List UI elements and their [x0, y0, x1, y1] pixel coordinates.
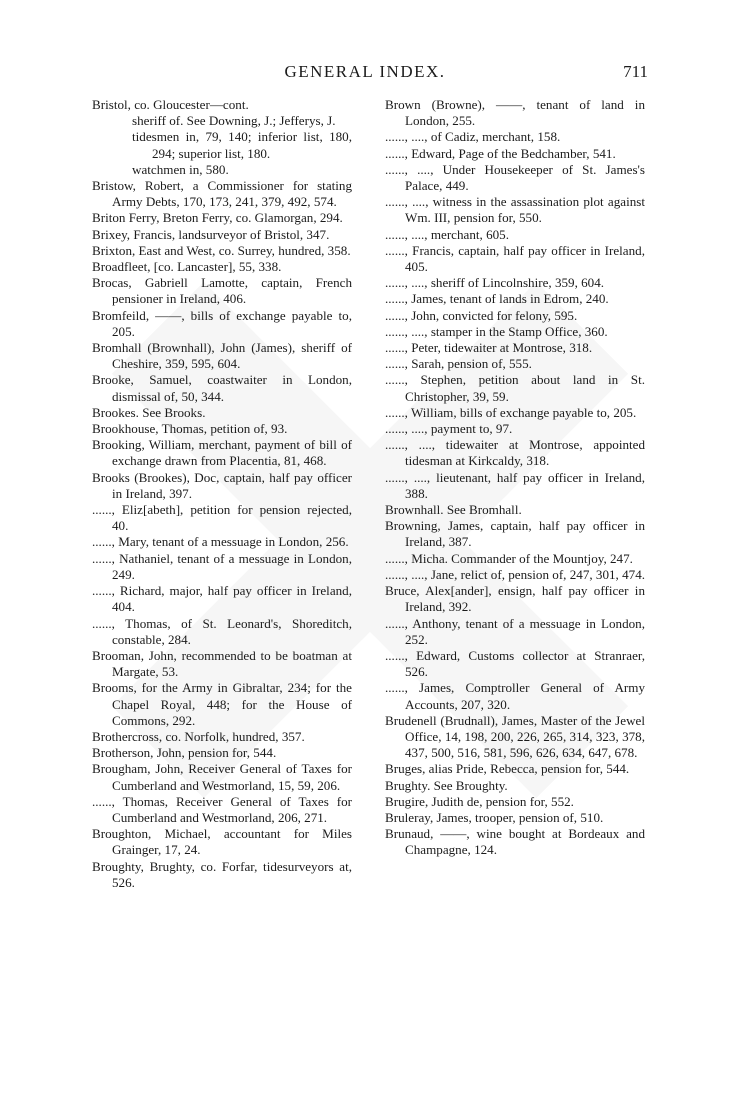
index-entry: ......, Eliz[abeth], petition for pension rejected, 40. — [92, 502, 352, 534]
index-entry: Bruges, alias Pride, Rebecca, pension for, 544. — [385, 761, 630, 777]
index-entry: ......, ...., Jane, relict of, pension of, 247, 301, 474. — [385, 566, 646, 582]
index-entry: Brooman, John, recommended to be boatman at Margate, 53. — [92, 647, 352, 680]
index-entry: Bromhall (Brownhall), John (James), sheriff of Cheshire, 359, 595, 604. — [92, 340, 352, 372]
index-entry: Brothercross, co. Norfolk, hundred, 357. — [92, 728, 305, 744]
index-entry: Brocas, Gabriell Lamotte, captain, French pensioner in Ireland, 406. — [92, 275, 352, 307]
page-header — [0, 62, 730, 86]
index-entry: Brotherson, John, pension for, 544. — [92, 745, 277, 761]
index-entry: Brown (Browne), ——, tenant of land in London, 255. — [385, 97, 645, 129]
index-entry: ......, Edward, Page of the Bedchamber, 541. — [385, 145, 616, 161]
index-entry: ......, ...., tidewaiter at Montrose, appointed tidesman at Kirkcaldy, 318. — [385, 437, 645, 469]
index-entry: Brudenell (Brudnall), James, Master of the Jewel Office, 14, 198, 200, 226, 265, 314, 323, 378, 437, 500, 516, 581, 596, 626, 634, 647, 678. — [385, 712, 645, 761]
index-entry: Brugire, Judith de, pension for, 552. — [385, 793, 574, 809]
index-entry: Browning, James, captain, half pay officer in Ireland, 387. — [385, 518, 645, 550]
index-entry: Bromfeild, ——, bills of exchange payable to, 205. — [92, 307, 352, 339]
index-column-left — [92, 97, 352, 891]
index-entry: Bruce, Alex[ander], ensign, half pay officer in Ireland, 392. — [385, 583, 645, 615]
index-entry: ......, John, convicted for felony, 595. — [385, 307, 578, 323]
index-entry: Brookes. See Brooks. — [92, 404, 206, 420]
index-entry: Brooking, William, merchant, payment of bill of exchange drawn from Placentia, 81, 468. — [92, 437, 352, 469]
index-subentry: watchmen in, 580. — [132, 161, 229, 177]
index-entry: ......, James, Comptroller General of Army Accounts, 207, 320. — [385, 680, 645, 712]
index-entry: ......, Peter, tidewaiter at Montrose, 318. — [385, 340, 593, 356]
index-subentry: tidesmen in, 79, 140; inferior list, 180, 294; superior list, 180. — [132, 129, 352, 161]
index-entry: ......, Francis, captain, half pay officer in Ireland, 405. — [385, 242, 645, 275]
index-entry: ......, Stephen, petition about land in St. Christopher, 39, 59. — [385, 372, 645, 404]
index-entry: ......, James, tenant of lands in Edrom, 240. — [385, 291, 609, 307]
index-entry: Bristol, co. Gloucester—cont. — [92, 97, 249, 112]
index-entry: ......, ...., witness in the assassination plot against Wm. III, pension for, 550. — [385, 194, 645, 226]
index-entry: ......, Anthony, tenant of a messuage in London, 252. — [385, 615, 645, 647]
index-entry: Broadfleet, [co. Lancaster], 55, 338. — [92, 259, 282, 275]
index-entry: Brooks (Brookes), Doc, captain, half pay officer in Ireland, 397. — [92, 469, 352, 501]
index-entry: ......, William, bills of exchange payable to, 205. — [385, 404, 637, 420]
index-entry: Broughton, Michael, accountant for Miles Grainger, 17, 24. — [92, 826, 352, 858]
page-number: 711 — [623, 62, 648, 81]
index-entry: ......, Edward, Customs collector at Stranraer, 526. — [385, 647, 645, 680]
index-entry: Bruleray, James, trooper, pension of, 510. — [385, 809, 604, 825]
index-entry: ......, ...., merchant, 605. — [385, 226, 510, 242]
index-entry: ......, ...., sheriff of Lincolnshire, 359, 604. — [385, 275, 605, 291]
index-entry: ......, ...., lieutenant, half pay officer in Ireland, 388. — [385, 469, 645, 501]
index-entry: ......, Thomas, Receiver General of Taxes for Cumberland and Westmorland, 206, 271. — [92, 793, 352, 825]
index-entry: ......, Sarah, pension of, 555. — [385, 356, 532, 372]
page-title: GENERAL INDEX. — [284, 62, 446, 81]
index-entry: Brookhouse, Thomas, petition of, 93. — [92, 421, 288, 437]
index-entry: Brixey, Francis, landsurveyor of Bristol, 347. — [92, 226, 330, 242]
index-entry: Brunaud, ——, wine bought at Bordeaux and Champagne, 124. — [385, 826, 645, 858]
index-entry: Brughty. See Broughty. — [385, 777, 508, 793]
index-subentry: sheriff of. See Downing, J.; Jefferys, J. — [132, 113, 336, 129]
index-entry: Bristow, Robert, a Commissioner for stating Army Debts, 170, 173, 241, 379, 492, 574. — [92, 178, 352, 210]
index-entry: ......, Nathaniel, tenant of a messuage in London, 249. — [92, 550, 352, 582]
index-entry: ......, Mary, tenant of a messuage in London, 256. — [92, 534, 349, 550]
index-entry: Briton Ferry, Breton Ferry, co. Glamorgan, 294. — [92, 210, 343, 226]
index-entry: ......, Richard, major, half pay officer in Ireland, 404. — [92, 583, 352, 615]
index-entry: ......, ...., stamper in the Stamp Office, 360. — [385, 323, 608, 339]
index-entry: Brooke, Samuel, coastwaiter in London, dismissal of, 50, 344. — [92, 372, 352, 404]
index-column-right — [385, 97, 645, 859]
index-entry: ......, ...., of Cadiz, merchant, 158. — [385, 129, 561, 145]
index-entry: Broughty, Brughty, co. Forfar, tidesurveyors at, 526. — [92, 858, 352, 890]
index-entry: ......, Thomas, of St. Leonard's, Shoreditch, constable, 284. — [92, 615, 352, 647]
index-entry: Brooms, for the Army in Gibraltar, 234; for the Chapel Royal, 448; for the House of Commons, 292. — [92, 680, 352, 728]
index-entry: ......, ...., payment to, 97. — [385, 421, 513, 437]
index-entry: Brixton, East and West, co. Surrey, hundred, 358. — [92, 242, 351, 258]
index-entry: Brougham, John, Receiver General of Taxes for Cumberland and Westmorland, 15, 59, 206. — [92, 761, 352, 793]
index-entry: ......, ...., Under Housekeeper of St. James's Palace, 449. — [385, 161, 645, 194]
index-entry: Brownhall. See Bromhall. — [385, 502, 522, 518]
index-entry: ......, Micha. Commander of the Mountjoy, 247. — [385, 550, 633, 566]
